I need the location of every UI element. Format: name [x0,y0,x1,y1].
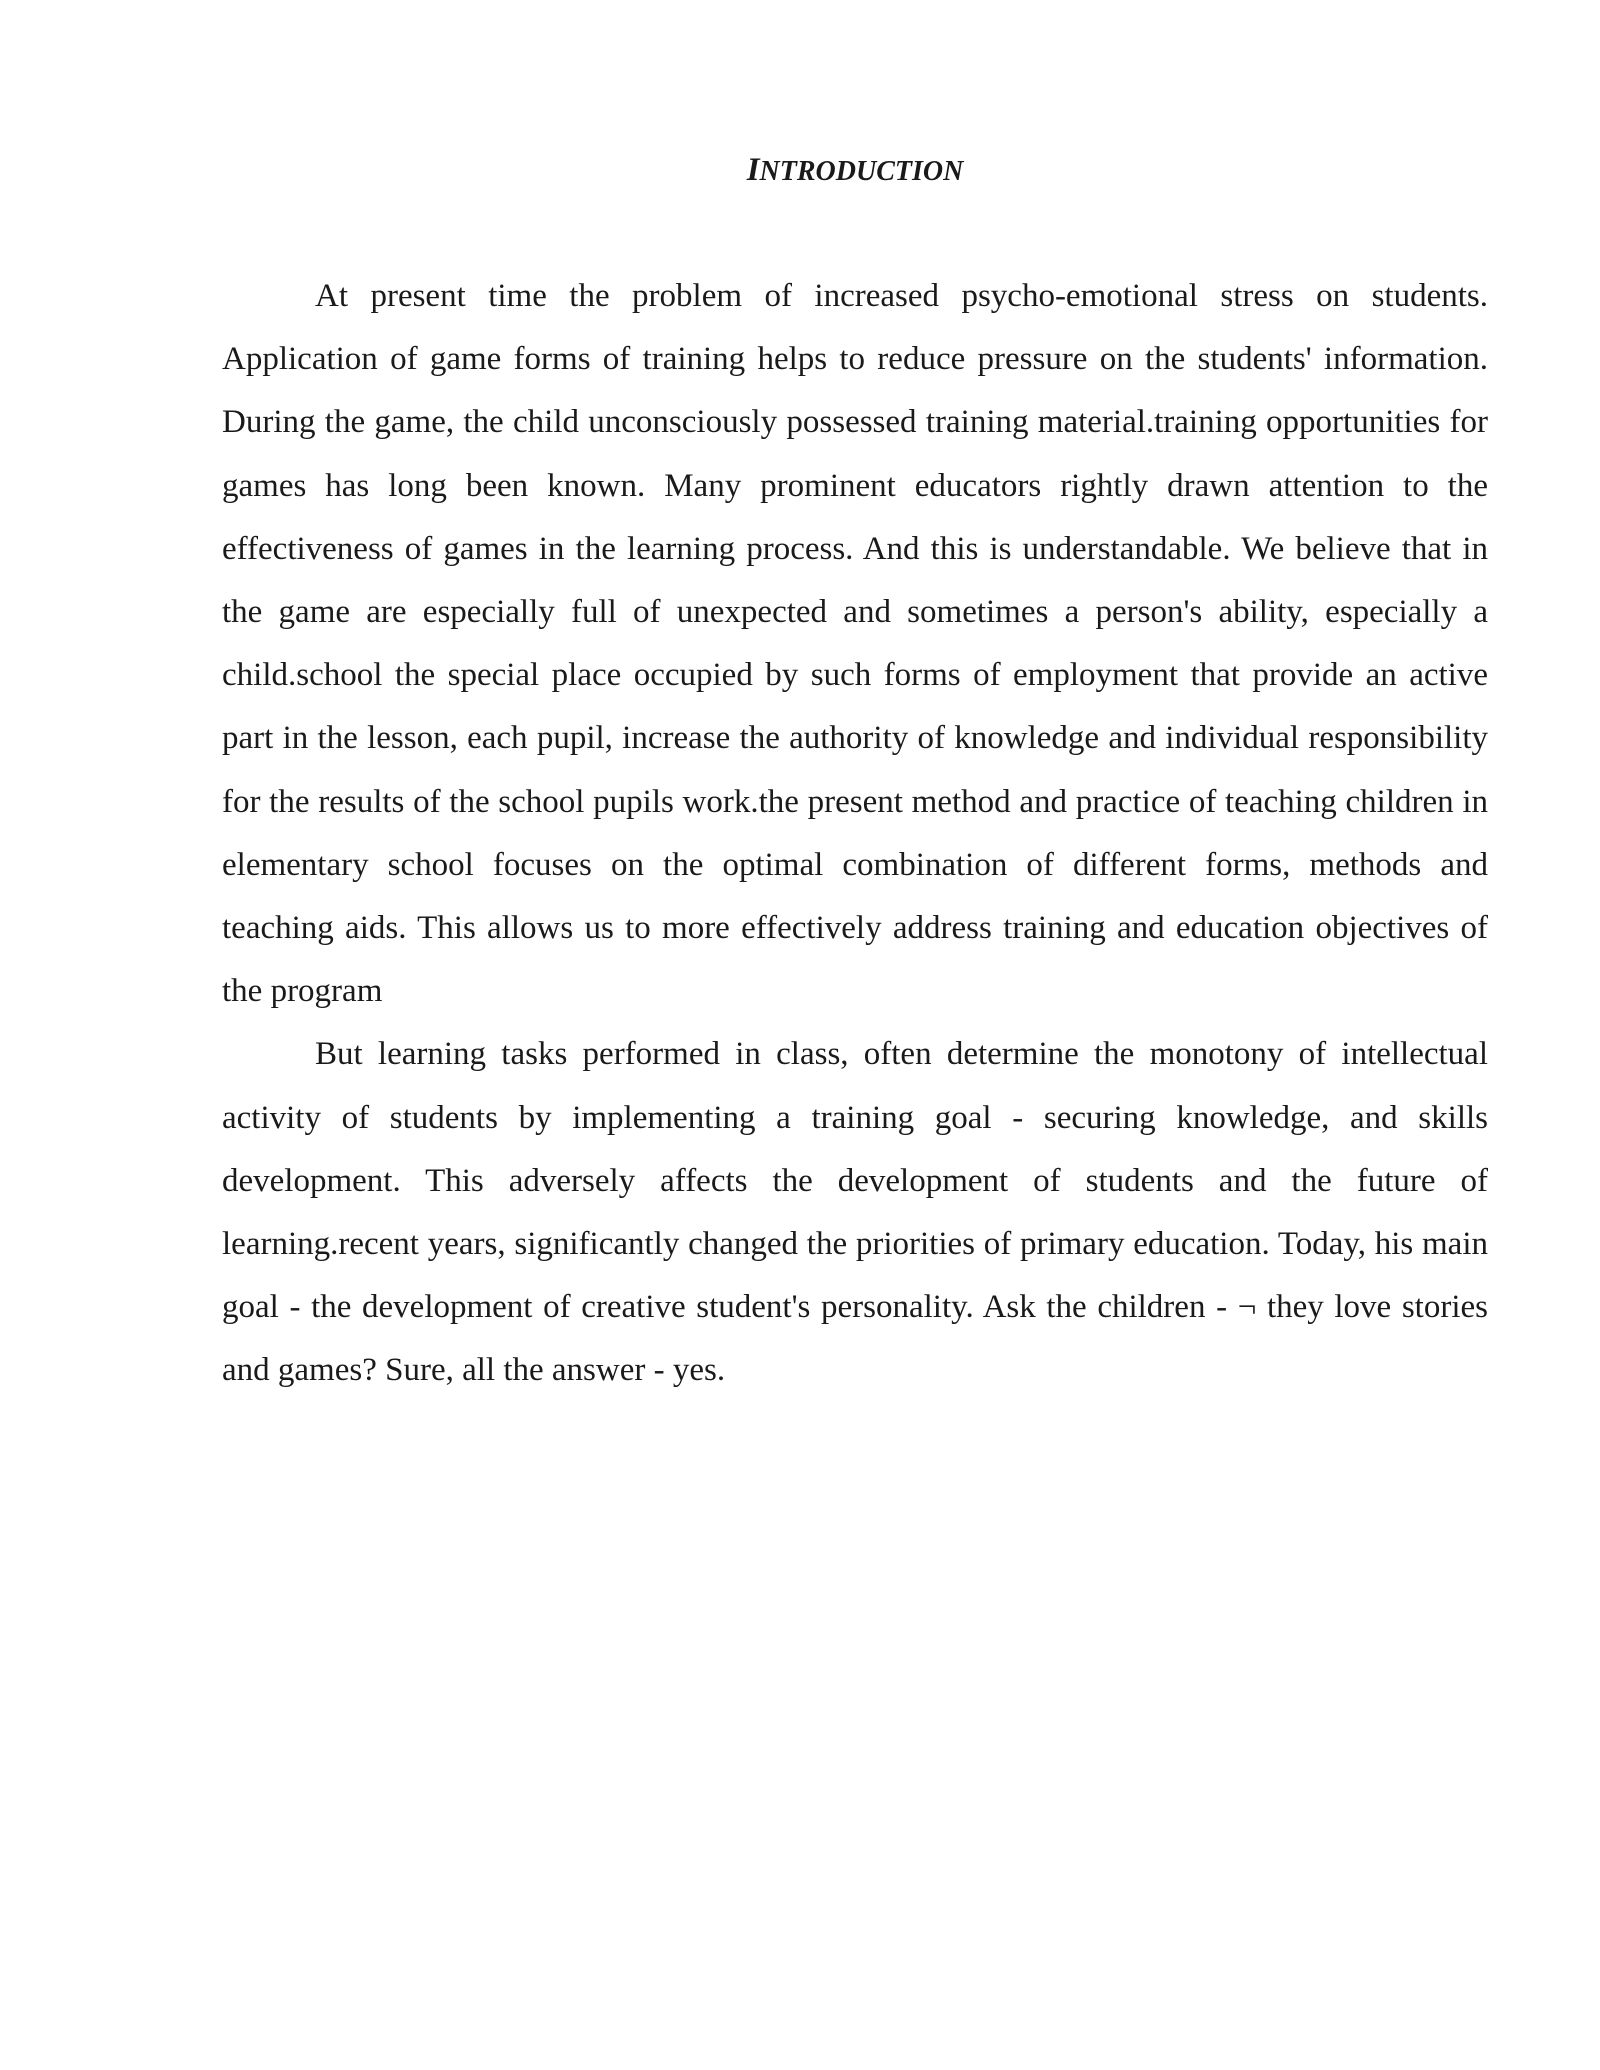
paragraph-2: But learning tasks performed in class, often determine the monotony of intellectual activity of students by implementing a training goal - securing knowledge, and skills development. This adversely affects the development of students and the future of learning.recent years, significantly changed the priorities of primary education. Today, his main goal - the development of creative student's personality. Ask the children - ¬ they love stories and games? Sure, all the answer - yes. [222,1036,1488,1389]
body-text [222,265,1488,1403]
paragraph-1: At present time the problem of increased psycho-emotional stress on students. Application of game forms of training helps to reduce pressure on the students' information. During the game, the child unconsciously possessed training material.training opportunities for games has long been known. Many prominent educators rightly drawn attention to the effectiveness of games in the learning process. And this is understandable. We believe that in the game are especially full of unexpected and sometimes a person's ability, especially a child.school the special place occupied by such forms of employment that provide an active part in the lesson, each pupil, increase the authority of knowledge and individual responsibility for the results of the school pupils work.the present method and practice of teaching children in elementary school focuses on the optimal combination of different forms, methods and teaching aids. This allows us to more effectively address training and education objectives of the program [222,278,1488,1010]
page-title [0,150,1600,192]
title-initial: I [746,152,760,188]
title-rest: NTRODUCTION [759,156,964,187]
